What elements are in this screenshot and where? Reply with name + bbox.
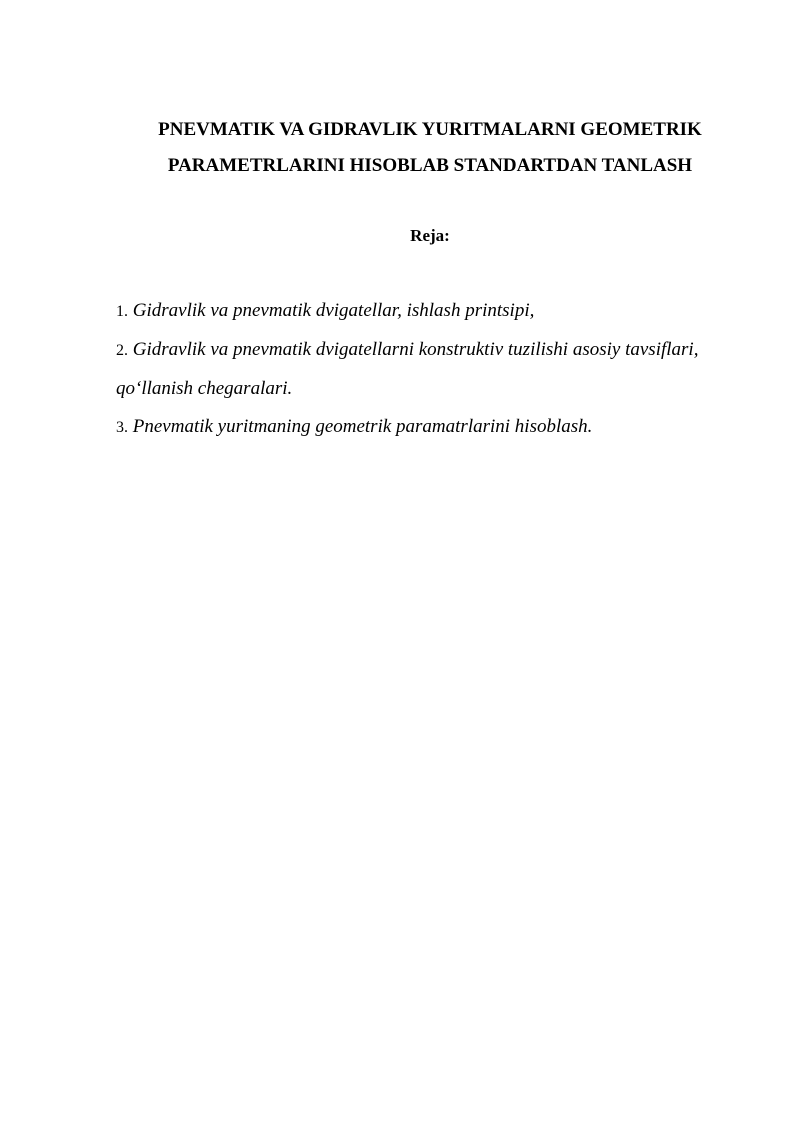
document-title: [110, 112, 750, 184]
plan-item-text: Gidravlik va pnevmatik dvigatellar, ishlash printsipi,: [132, 300, 535, 321]
plan-item-1: [116, 292, 756, 331]
plan-item-text: Gidravlik va pnevmatik dvigatellarni konstruktiv tuzilishi asosiy tavsiflari, qo‘llanish chegaralari.: [116, 339, 699, 399]
plan-list: [116, 292, 756, 447]
plan-item-number: 3.: [116, 419, 128, 436]
plan-heading: Reja:: [410, 226, 450, 245]
title-line-1: PNEVMATIK VA GIDRAVLIK YURITMALARNI GEOMETRIK: [158, 119, 702, 140]
plan-item-text: Pnevmatik yuritmaning geometrik paramatrlarini hisoblash.: [132, 416, 593, 437]
plan-item-2: [116, 331, 756, 408]
plan-item-3: [116, 408, 756, 447]
title-line-2: PARAMETRLARINI HISOBLAB STANDARTDAN TANLASH: [167, 155, 693, 176]
plan-item-number: 2.: [116, 342, 128, 359]
plan-item-number: 1.: [116, 303, 128, 320]
